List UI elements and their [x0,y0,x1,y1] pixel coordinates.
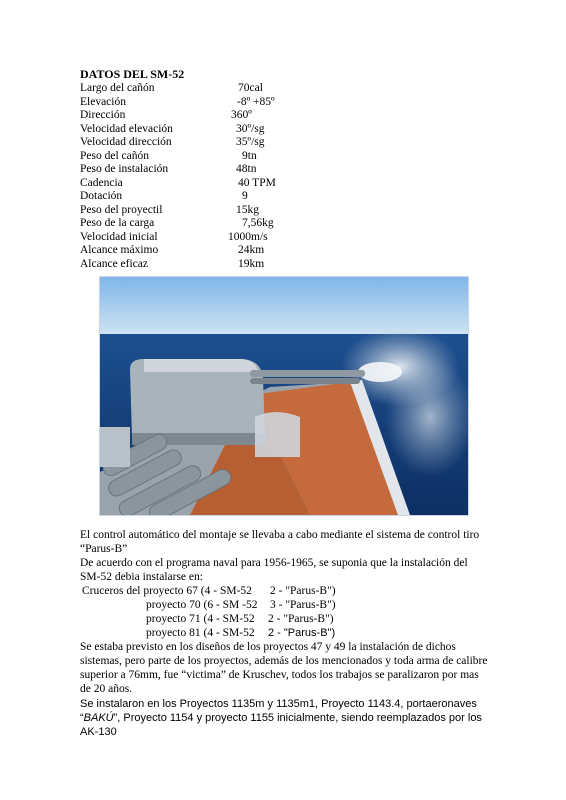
spec-value: 24km [238,244,265,256]
paragraph-3-line-3: superior a 76mm, fue “victima” de Kruschev, todos los trabajos se paralizaron por mas [80,669,479,681]
spec-row [80,163,380,177]
spec-label: Velocidad inicial [80,230,158,243]
spec-row [80,109,380,123]
list-item-project: proyecto 81 (4 - SM-52 [146,627,255,639]
paragraph-3-line-1: Se estaba previsto en los diseños de los proyectos 47 y 49 la instalación de dichos [80,641,456,653]
spec-value: 35º/sg [236,136,265,148]
list-item [146,626,566,640]
spec-value: 360º [231,109,252,121]
spec-row [80,177,380,191]
paragraph-1-line-2: “Parus-B” [80,543,128,555]
spec-table [80,82,380,271]
warship-gun-photo [99,276,469,516]
spec-row [80,244,380,258]
spec-value: 19km [238,257,265,270]
spec-label: Dotación [80,190,123,202]
spec-value: 30º/sg [236,122,265,135]
list-item-parus: 2 - "Parus-B") [268,613,334,625]
spec-value: 7,56kg [242,217,274,229]
spec-value: 1000m/s [228,230,268,243]
list-item-parus: 2 - "Parus-B") [268,627,336,639]
list-item-project: proyecto 70 (6 - SM -52 [146,599,258,611]
list-item [146,598,566,612]
list-item-project: proyecto 71 (4 - SM-52 [146,613,255,625]
spec-label: Peso de la carga [80,217,155,229]
spec-label: Largo del cañón [80,82,155,94]
paragraph-3-line-2: sistemas, pero parte de los proyectos, además de los mencionados y toda arma de calibre [80,655,488,667]
list-item [146,612,566,626]
spec-row [80,96,380,110]
spec-label: Peso del cañón [80,149,149,162]
ship-name: BAKÚ [83,712,114,724]
spec-label: Alcance máximo [80,244,159,256]
spec-label: Velocidad elevación [80,122,173,135]
quote-open: “ [80,712,84,724]
paragraph-4-line-2 [80,711,500,725]
spec-label: Cadencia [80,176,123,189]
spec-label: Peso de instalación [80,163,169,175]
spec-row [80,217,380,231]
paragraph-1-line-1: El control automático del montaje se llevaba a cabo mediante el sistema de control tiro [80,529,480,541]
spec-row [80,231,380,245]
spec-row [80,82,380,96]
spec-value: -8º +85º [237,95,275,108]
spec-value: 48tn [236,163,257,175]
paragraph-2-line-1: De acuerdo con el programa naval para 1956-1965, se suponia que la instalación del [80,557,468,569]
spec-value: 70cal [238,82,263,94]
spec-value: 15kg [236,203,259,216]
spec-row [80,204,380,218]
paragraph-2-line-2: SM-52 debia instalarse en: [80,571,203,583]
spec-row [80,136,380,150]
paragraph-4-line-1: Se instalaron en los Proyectos 1135m y 1135m1, Proyecto 1143.4, portaeronaves [80,698,477,710]
spec-row [80,123,380,137]
spec-label: Elevación [80,95,126,108]
spec-value: 9tn [242,149,257,162]
spec-row [80,190,380,204]
list-item [82,584,502,598]
spec-title: DATOS DEL SM-52 [80,67,185,81]
spec-label: Velocidad dirección [80,136,172,148]
spec-row [80,258,380,272]
paragraph-4-line-2-rest: ”, Proyecto 1154 y proyecto 1155 inicialmente, siendo reemplazados por los [113,712,482,724]
spec-label: Peso del proyectil [80,203,163,216]
paragraph-3-line-4: de 20 años. [80,683,133,695]
list-item-parus: 2 - "Parus-B") [270,585,336,597]
spec-label: Dirección [80,109,126,121]
spec-label: Alcance eficaz [80,257,148,270]
spec-row [80,150,380,164]
spec-value: 40 TPM [238,176,276,189]
spec-value: 9 [242,190,248,202]
list-item-parus: 3 - "Parus-B") [270,599,336,611]
list-item-project: Cruceros del proyecto 67 (4 - SM-52 [82,585,252,597]
paragraph-4-line-3: AK-130 [80,726,117,738]
